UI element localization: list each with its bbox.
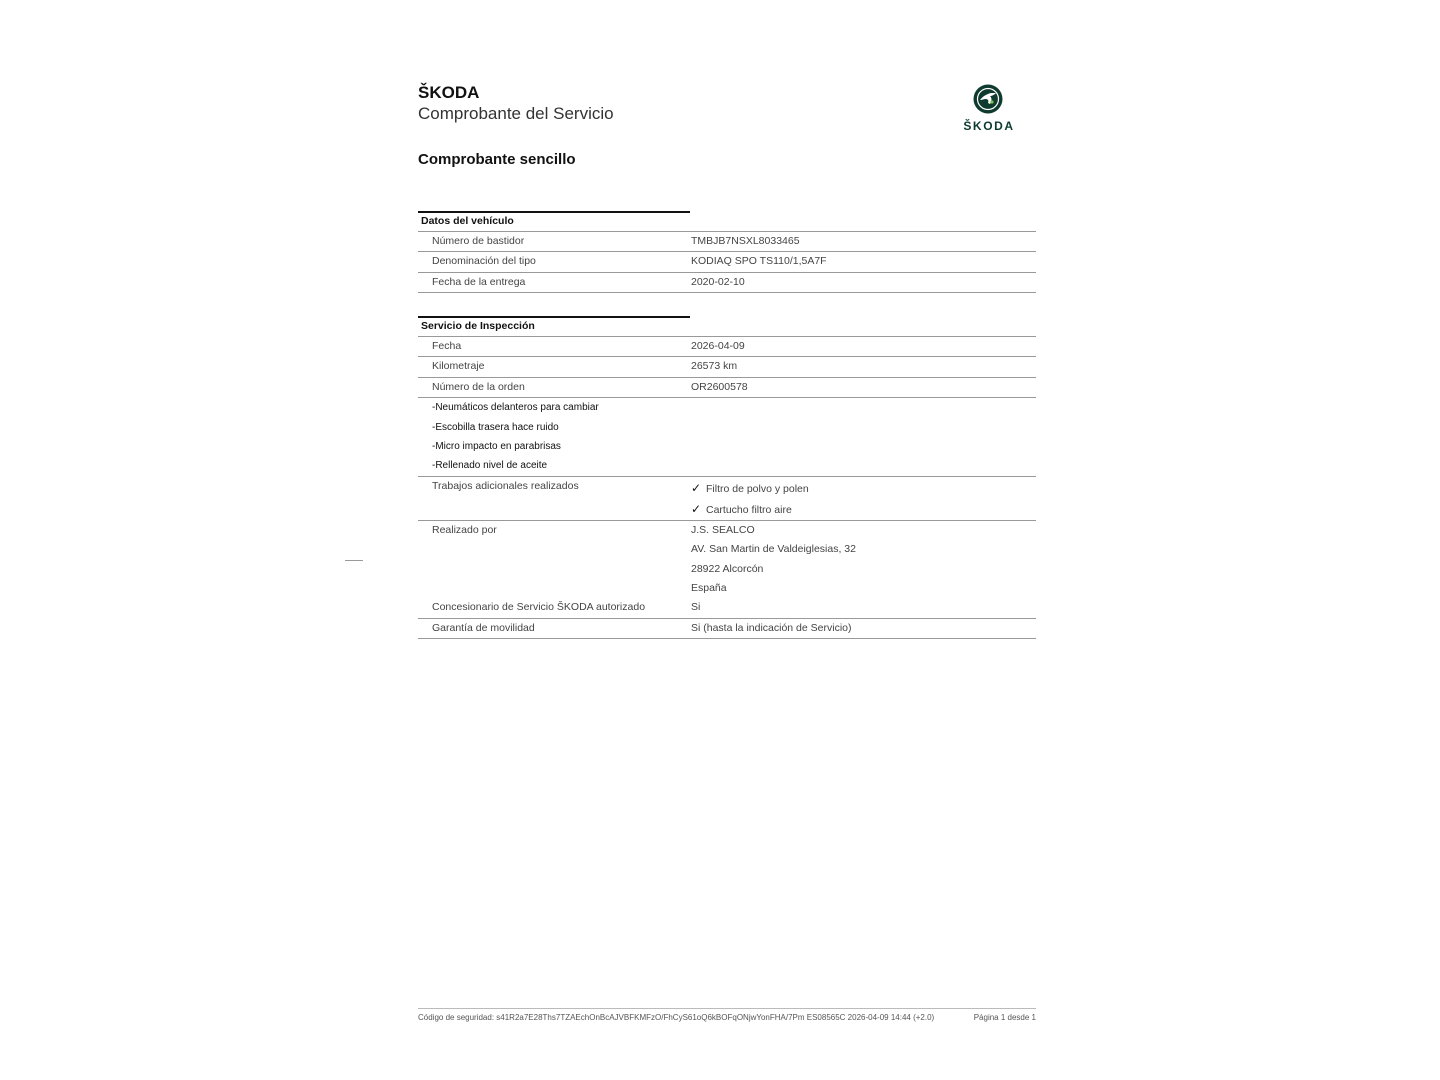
document-page — [418, 0, 1036, 1080]
row-label: Fecha de la entrega — [432, 275, 526, 288]
vehicle-row-type — [418, 252, 1036, 272]
row-value: 26573 km — [691, 360, 738, 373]
additional-work-list — [691, 477, 1036, 520]
row-label: Denominación del tipo — [432, 255, 536, 268]
skoda-logo — [956, 84, 1022, 134]
check-icon: ✓ — [691, 502, 702, 517]
inspection-row-additional-work — [418, 477, 1036, 521]
row-value: Si — [691, 601, 701, 614]
inspection-row-mobility-guarantee — [418, 619, 1036, 639]
vehicle-section-header — [418, 211, 1036, 232]
document-title: Comprobante sencillo — [418, 151, 576, 168]
note-item: -Micro impacto en parabrisas — [432, 440, 561, 452]
row-value: Si (hasta la indicación de Servicio) — [691, 621, 852, 634]
skoda-logo-icon — [973, 84, 1003, 114]
inspection-notes — [418, 398, 1036, 477]
address-line: AV. San Martin de Valdeiglesias, 32 — [691, 543, 856, 556]
margin-mark — [345, 560, 363, 561]
additional-work-item — [691, 498, 1036, 520]
brand-name: ŠKODA — [418, 83, 480, 102]
address-line: J.S. SEALCO — [691, 523, 755, 536]
additional-work-item — [691, 477, 1036, 499]
row-label: Garantía de movilidad — [432, 621, 535, 634]
inspection-section-title: Servicio de Inspección — [421, 320, 535, 332]
inspection-section — [418, 316, 1036, 639]
security-code: Código de seguridad: s41R2a7E28Ths7TZAEchOnBcAJVBFKMFzO/FhCyS61oQ6kBOFqONjwYonFHA/7Pm ES08565C 2026-04-09 14:44 (+2.0) — [418, 1013, 935, 1022]
note-item: -Escobilla trasera hace ruido — [432, 421, 559, 433]
address-line: 28922 Alcorcón — [691, 562, 764, 575]
row-label: Realizado por — [432, 523, 497, 536]
note-item: -Rellenado nivel de aceite — [432, 460, 548, 472]
inspection-row-performed-by — [418, 521, 1036, 599]
vehicle-row-delivery-date — [418, 273, 1036, 293]
row-value: 2026-04-09 — [691, 340, 745, 352]
page-footer — [418, 1008, 1036, 1022]
row-label: Número de la orden — [432, 380, 525, 393]
inspection-row-authorized-dealer — [418, 598, 1036, 618]
address-line: España — [691, 581, 727, 594]
row-label: Kilometraje — [432, 360, 485, 373]
vehicle-section — [418, 211, 1036, 293]
document-subtitle: Comprobante del Servicio — [418, 104, 614, 123]
row-value: TMBJB7NSXL8033465 — [691, 235, 800, 247]
row-value: OR2600578 — [691, 380, 748, 393]
note-item: -Neumáticos delanteros para cambiar — [432, 402, 599, 414]
row-label: Número de bastidor — [432, 235, 525, 247]
additional-work-label: Filtro de polvo y polen — [706, 482, 809, 495]
skoda-logo-text: ŠKODA — [963, 119, 1015, 133]
section-bar — [418, 316, 690, 318]
check-icon: ✓ — [691, 480, 702, 495]
section-bar — [418, 211, 690, 213]
row-label: Concesionario de Servicio ŠKODA autorizado — [432, 601, 646, 614]
vehicle-row-vin — [418, 232, 1036, 252]
vehicle-section-title: Datos del vehículo — [421, 215, 514, 227]
performed-by-address — [691, 521, 1036, 599]
row-label: Fecha — [432, 340, 462, 352]
inspection-row-order-number — [418, 378, 1036, 398]
page-number: Página 1 desde 1 — [973, 1013, 1036, 1022]
row-value: KODIAQ SPO TS110/1,5A7F — [691, 255, 827, 268]
inspection-row-mileage — [418, 357, 1036, 377]
inspection-row-date — [418, 337, 1036, 357]
row-label: Trabajos adicionales realizados — [432, 479, 579, 492]
additional-work-label: Cartucho filtro aire — [706, 504, 792, 517]
notes-list — [418, 398, 1036, 476]
row-value: 2020-02-10 — [691, 275, 745, 288]
inspection-section-header — [418, 316, 1036, 337]
